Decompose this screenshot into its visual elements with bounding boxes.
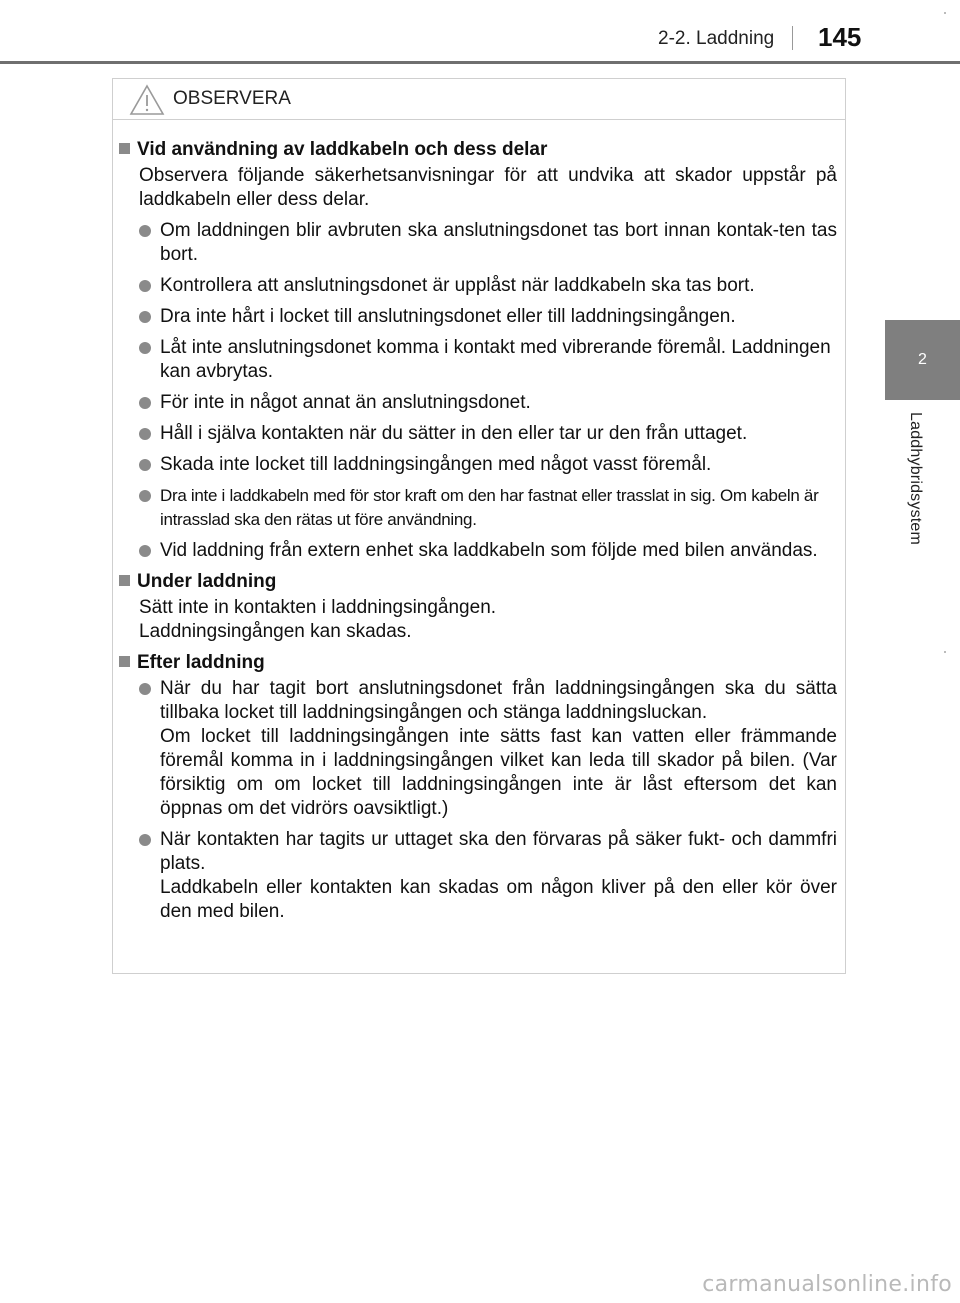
chapter-tab[interactable] <box>885 320 960 400</box>
round-bullet-icon <box>139 545 151 557</box>
chapter-number: 2 <box>918 351 927 368</box>
list-item-text: Dra inte i laddkabeln med för stor kraft om den har fastnat eller trasslat in sig. Om kabeln är intrasslad ska den rätas ut före användning. <box>160 486 819 529</box>
round-bullet-icon <box>139 683 151 695</box>
list-item-text <box>160 677 837 821</box>
list-item-text: Skada inte locket till laddningsingången med något vasst föremål. <box>160 454 712 475</box>
list-item-text: Dra inte hårt i locket till anslutningsdonet eller till laddningsingången. <box>160 306 736 327</box>
round-bullet-icon <box>139 311 151 323</box>
round-bullet-icon <box>139 342 151 354</box>
round-bullet-icon <box>139 834 151 846</box>
section-intro <box>139 596 837 644</box>
square-bullet-icon <box>119 656 130 667</box>
list-item-text: Kontrollera att anslutningsdonet är upplåst när laddkabeln ska tas bort. <box>160 275 755 296</box>
list-item <box>139 336 837 384</box>
list-item-text <box>160 828 837 924</box>
round-bullet-icon <box>139 490 151 502</box>
chapter-title: Laddhybridsystem <box>907 412 924 546</box>
list-item-line: När du har tagit bort anslutningsdonet från laddningsingången ska du sätta tillbaka locket till laddningsingången och stänga laddningsluckan. <box>160 678 837 723</box>
margin-mark <box>944 12 946 14</box>
caution-title: OBSERVERA <box>173 88 291 109</box>
list-item <box>139 484 837 532</box>
list-item <box>139 677 837 821</box>
section-heading <box>119 651 837 675</box>
section-heading <box>119 570 837 594</box>
section-heading-text: Efter laddning <box>137 652 265 673</box>
list-item-text: Låt inte anslutningsdonet komma i kontakt med vibrerande föremål. Laddningen kan avbrytas. <box>160 337 831 382</box>
round-bullet-icon <box>139 225 151 237</box>
list-item <box>139 539 837 563</box>
list-item <box>139 219 837 267</box>
list-item <box>139 305 837 329</box>
list-item-line: Om locket till laddningsingången inte sätts fast kan vatten eller främmande föremål komma in i laddningsingången vilket kan leda till skador på bilen. (Var försiktig om om locket till laddningsingången inte är låst eftersom det kan öppnas om det vidrörs oavsiktligt.) <box>160 726 837 819</box>
list-item-text: Håll i själva kontakten när du sätter in den eller tar ur den från uttaget. <box>160 423 748 444</box>
list-item <box>139 391 837 415</box>
list-item <box>139 828 837 924</box>
list-item-line: När kontakten har tagits ur uttaget ska den förvaras på säker fukt- och dammfri plats. <box>160 829 837 874</box>
list-item <box>139 453 837 477</box>
caution-body <box>113 120 845 924</box>
section-heading-text: Under laddning <box>137 571 277 592</box>
list-item-text: Vid laddning från extern enhet ska laddkabeln som följde med bilen användas. <box>160 540 818 561</box>
margin-mark <box>944 651 946 653</box>
list-item-text: Om laddningen blir avbruten ska anslutningsdonet tas bort innan kontak-ten tas bort. <box>160 220 837 265</box>
intro-line: Sätt inte in kontakten i laddningsingången. <box>139 597 497 618</box>
watermark: carmanualsonline.info <box>702 1272 952 1297</box>
list-item <box>139 422 837 446</box>
section-intro: Observera följande säkerhetsanvisningar för att undvika att skador uppstår på laddkabeln eller dess delar. <box>139 165 837 210</box>
round-bullet-icon <box>139 397 151 409</box>
header-rule <box>0 61 960 64</box>
page-number: 145 <box>818 22 862 52</box>
list-item <box>139 274 837 298</box>
section-heading-text: Vid användning av laddkabeln och dess delar <box>137 139 548 160</box>
square-bullet-icon <box>119 143 130 154</box>
header-separator <box>792 26 793 50</box>
round-bullet-icon <box>139 280 151 292</box>
list-item-line: Laddkabeln eller kontakten kan skadas om någon kliver på den eller kör över den med bilen. <box>160 877 837 922</box>
caution-header <box>113 79 845 120</box>
caution-box <box>112 78 846 974</box>
header-section-title: 2-2. Laddning <box>658 28 775 49</box>
round-bullet-icon <box>139 428 151 440</box>
warning-triangle-icon <box>129 84 165 116</box>
round-bullet-icon <box>139 459 151 471</box>
square-bullet-icon <box>119 575 130 586</box>
list-item-text: För inte in något annat än anslutningsdonet. <box>160 392 531 413</box>
section-heading <box>119 138 837 162</box>
intro-line: Laddningsingången kan skadas. <box>139 621 412 642</box>
